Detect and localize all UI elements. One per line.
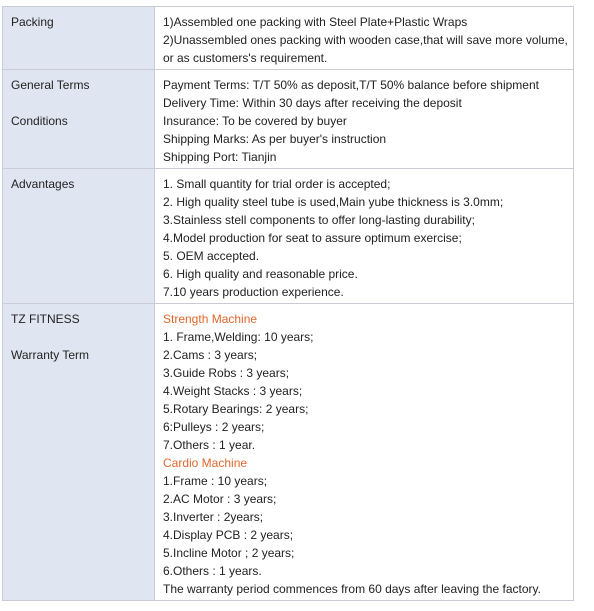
warranty-row	[3, 304, 574, 601]
strength-machine-heading: Strength Machine	[163, 312, 258, 326]
row-value-cell	[155, 7, 574, 70]
row-value-cell	[155, 304, 574, 601]
specification-table	[2, 6, 574, 601]
row-label: Conditions	[11, 114, 68, 128]
text-line: Shipping Port: Tianjin	[163, 150, 277, 164]
text-line: Payment Terms: T/T 50% as deposit,T/T 50% balance before shipment	[163, 78, 539, 92]
row-label: TZ FITNESS	[11, 312, 80, 326]
row-label: Warranty Term	[11, 348, 90, 362]
text-line: 3.Guide Robs : 3 years;	[163, 366, 290, 380]
text-line: 1. Frame,Welding: 10 years;	[163, 330, 314, 344]
row-label-cell	[3, 7, 155, 70]
general-terms-row	[3, 70, 574, 169]
text-line: 1.Frame : 10 years;	[163, 474, 268, 488]
row-value-cell	[155, 169, 574, 304]
text-line: 7.Others : 1 year.	[163, 438, 256, 452]
text-line: 4.Model production for seat to assure optimum exercise;	[163, 231, 462, 245]
text-line: 5.Rotary Bearings: 2 years;	[163, 402, 309, 416]
text-line: Delivery Time: Within 30 days after receiving the deposit	[163, 96, 462, 110]
text-line: 4.Weight Stacks : 3 years;	[163, 384, 303, 398]
text-line: or as customers's requirement.	[163, 51, 328, 65]
text-line: 6. High quality and reasonable price.	[163, 267, 358, 281]
text-line: 6.Others : 1 years.	[163, 564, 262, 578]
text-line: Insurance: To be covered by buyer	[163, 114, 347, 128]
text-line: 2.AC Motor : 3 years;	[163, 492, 277, 506]
text-line: 5.Incline Motor ; 2 years;	[163, 546, 295, 560]
spacer	[11, 328, 148, 346]
warranty-footer-note: The warranty period commences from 60 days after leaving the factory.	[163, 582, 541, 596]
row-label-cell	[3, 70, 155, 169]
cardio-machine-heading: Cardio Machine	[163, 456, 248, 470]
text-line: Shipping Marks: As per buyer's instruction	[163, 132, 387, 146]
text-line: 7.10 years production experience.	[163, 285, 344, 299]
advantages-row	[3, 169, 574, 304]
text-line: 2)Unassembled ones packing with wooden case,that will save more volume,	[163, 33, 568, 47]
text-line: 4.Display PCB : 2 years;	[163, 528, 294, 542]
row-value-cell	[155, 70, 574, 169]
row-label: Advantages	[11, 177, 75, 191]
text-line: 5. OEM accepted.	[163, 249, 260, 263]
text-line: 1)Assembled one packing with Steel Plate+Plastic Wraps	[163, 15, 468, 29]
text-line: 1. Small quantity for trial order is accepted;	[163, 177, 391, 191]
row-label: General Terms	[11, 78, 90, 92]
packing-row	[3, 7, 574, 70]
row-label-cell	[3, 169, 155, 304]
text-line: 2. High quality steel tube is used,Main yube thickness is 3.0mm;	[163, 195, 504, 209]
text-line: 6:Pulleys : 2 years;	[163, 420, 265, 434]
text-line: 2.Cams : 3 years;	[163, 348, 258, 362]
row-label-cell	[3, 304, 155, 601]
text-line: 3.Stainless stell components to offer long-lasting durability;	[163, 213, 475, 227]
spacer	[11, 94, 148, 112]
row-label: Packing	[11, 15, 54, 29]
text-line: 3.Inverter : 2years;	[163, 510, 264, 524]
